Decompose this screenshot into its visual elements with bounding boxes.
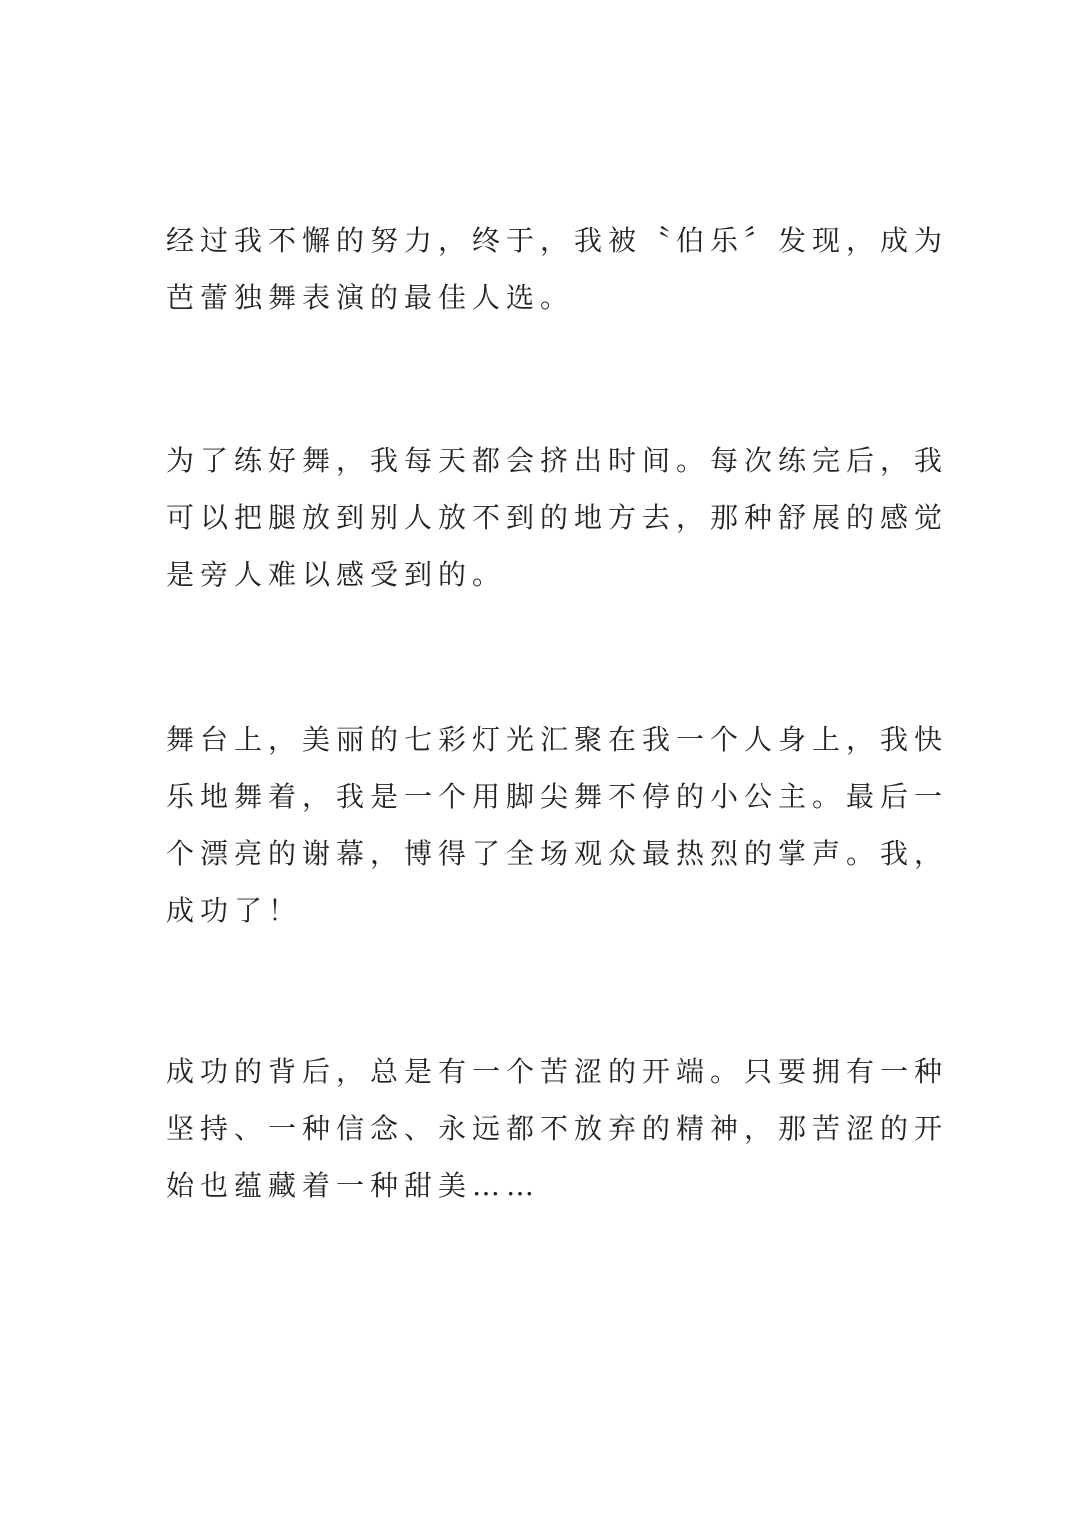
paragraph-1	[166, 212, 949, 326]
paragraph-line: 可以把腿放到别人放不到的地方去，那种舒展的感觉	[166, 501, 949, 534]
paragraph-line: 始也蕴藏着一种甜美……	[166, 1169, 541, 1202]
paragraph-line: 为了练好舞，我每天都会挤出时间。每次练完后，我	[166, 444, 949, 477]
paragraph-line: 成功的背后，总是有一个苦涩的开端。只要拥有一种	[166, 1055, 949, 1088]
paragraph-4	[166, 1043, 949, 1214]
paragraph-line: 坚持、一种信念、永远都不放弃的精神，那苦涩的开	[166, 1112, 949, 1145]
paragraph-line: 芭蕾独舞表演的最佳人选。	[166, 281, 575, 314]
paragraph-line: 个漂亮的谢幕，博得了全场观众最热烈的掌声。我，	[166, 837, 949, 870]
paragraph-line: 乐地舞着，我是一个用脚尖舞不停的小公主。最后一	[166, 780, 949, 813]
paragraph-line: 是旁人难以感受到的。	[166, 558, 507, 591]
paragraph-2	[166, 432, 949, 603]
paragraph-line: 成功了！	[166, 894, 303, 927]
paragraph-line: 舞台上，美丽的七彩灯光汇聚在我一个人身上，我快	[166, 723, 949, 756]
paragraph-3	[166, 711, 949, 939]
paragraph-line: 经过我不懈的努力，终于，我被〝伯乐〞发现，成为	[166, 224, 949, 257]
